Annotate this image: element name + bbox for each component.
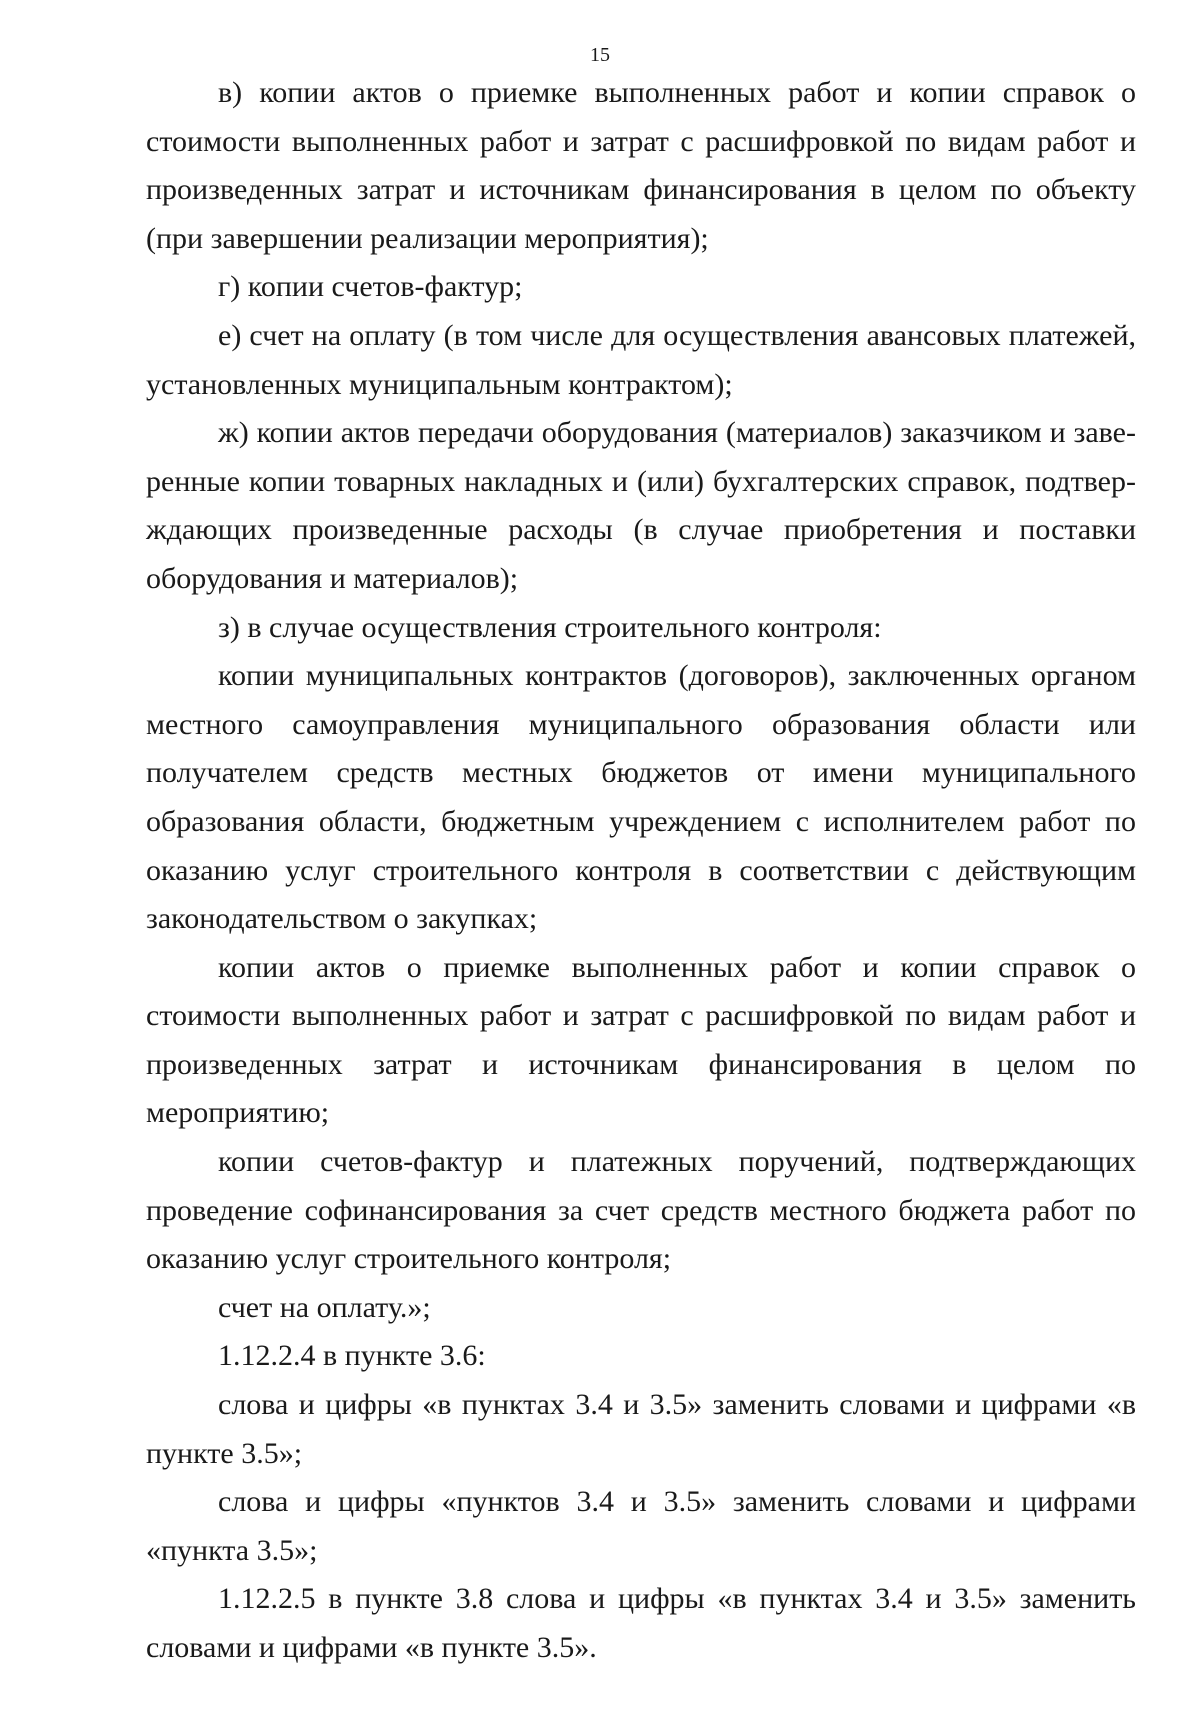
- paragraph-replace-1: слова и цифры «в пунктах 3.4 и 3.5» заменить словами и цифрами «в пункте 3.5»;: [146, 1388, 1136, 1470]
- paragraph-contracts: копии муниципальных контрактов (договоров), заключенных органом местного самоуправления муниципального образования области или получателем средств местных бюджетов от имени муниципального образования области, бюджетным учреждением с исполнителем работ по оказанию услуг строительного контроля в соответствии с действующим законодательством о закупках;: [146, 659, 1136, 936]
- paragraph-g: г) копии счетов-фактур;: [218, 270, 523, 304]
- paragraph-invoices: копии счетов-фактур и платежных поручений, подтверждающих проведение софинансирования за счет средств местного бюджета работ по оказанию услуг строительного контроля;: [146, 1145, 1136, 1276]
- document-body: [146, 69, 1136, 1673]
- paragraph-replace-2: слова и цифры «пунктов 3.4 и 3.5» заменить словами и цифрами «пункта 3.5»;: [146, 1485, 1136, 1567]
- paragraph-z: з) в случае осуществления строительного контроля:: [218, 610, 882, 644]
- paragraph-payment-bill: счет на оплату.»;: [218, 1290, 431, 1324]
- paragraph-acts: копии актов о приемке выполненных работ и копии справок о стоимости выполненных работ и затрат с расшифровкой по видам работ и произведенных затрат и источникам финансирования в целом по мероприятию;: [146, 950, 1136, 1130]
- paragraph-e: е) счет на оплату (в том числе для осуществления авансовых платежей, установленных муниципальным контрактом);: [146, 318, 1136, 401]
- paragraph-1-12-2-4: 1.12.2.4 в пункте 3.6:: [218, 1339, 486, 1373]
- page-number: 15: [590, 44, 610, 66]
- paragraph-zh: ж) копии актов передачи оборудования (материалов) заказчиком и заверенные копии товарных накладных и (или) бухгалтерских справок, подтверждающих произведенные расходы (в случае приобретения и поставки оборудования и материалов);: [146, 416, 1136, 595]
- paragraph-v: в) копии актов о приемке выполненных работ и копии справок о стоимости выполненных работ и затрат с расшифровкой по видам работ и произведенных затрат и источникам финансирования в целом по объекту (при завершении реализации мероприятия);: [146, 76, 1136, 255]
- paragraph-1-12-2-5: 1.12.2.5 в пункте 3.8 слова и цифры «в пунктах 3.4 и 3.5» заменить словами и цифрами «в пункте 3.5».: [146, 1582, 1136, 1664]
